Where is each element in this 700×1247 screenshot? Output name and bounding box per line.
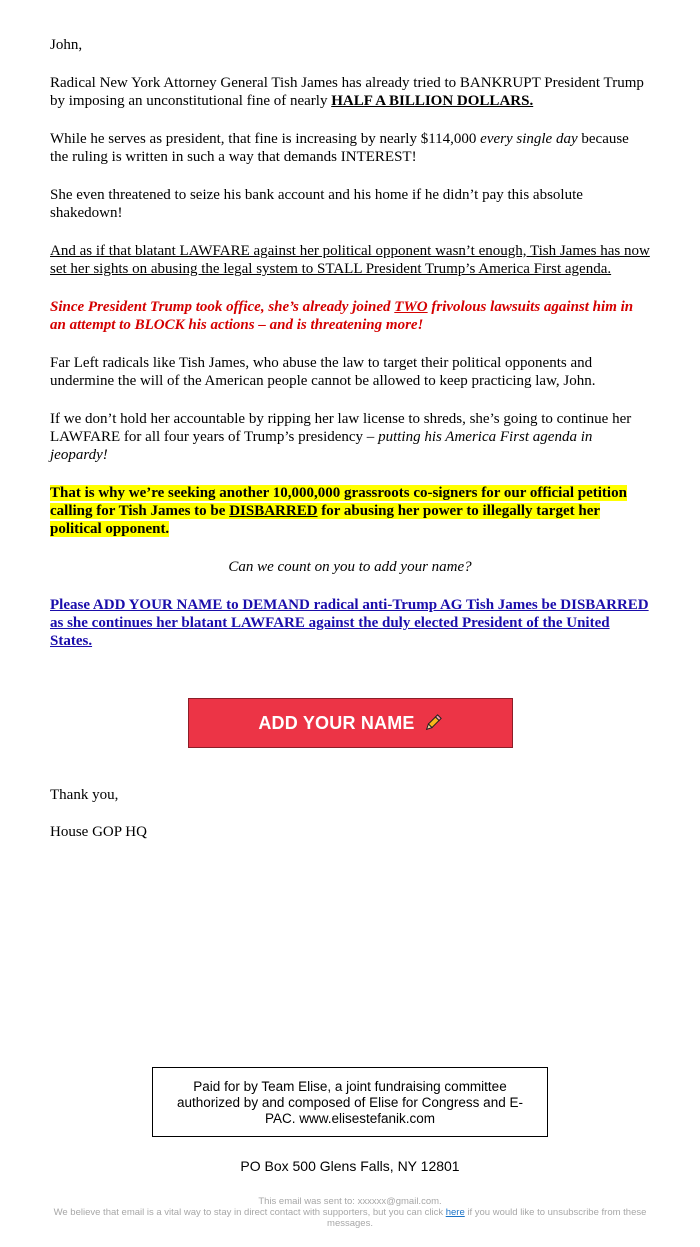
paragraph-lawsuits-text-end: frivolous lawsuits against him in an attempt to BLOCK his actions – and is threatening more! — [50, 299, 634, 333]
mailing-address: PO Box 500 Glens Falls, NY 12801 — [240, 1158, 460, 1174]
signature-text: House GOP HQ — [50, 824, 147, 840]
unsubscribe-text-end: if you would like to unsubscribe from these messages. — [327, 1207, 647, 1229]
every-single-day-emphasis: every single day — [480, 131, 578, 147]
sent-to-text: This email was sent to: xxxxxx@gmail.com. — [258, 1196, 442, 1207]
disbarred-emphasis: DISBARRED — [229, 503, 318, 519]
paragraph-radicals: Far Left radicals like Tish James, who abuse the law to target their political opponents and undermine the will of the American people cannot be allowed to keep practicing law, John. — [50, 355, 596, 389]
paragraph-accountable-text: If we don’t hold her accountable by ripping her law license to shreds, she’s going to continue her LAWFARE for all four years of Trump’s presidency – — [50, 411, 632, 445]
greeting: John, — [50, 37, 83, 53]
paragraph-fine-text: Radical New York Attorney General Tish James has already tried to BANKRUPT President Trump by imposing an unconstitutional fine of nearly — [50, 75, 644, 109]
cta-paragraph — [50, 596, 650, 650]
add-name-link[interactable]: Please ADD YOUR NAME to DEMAND radical anti-Trump AG Tish James be DISBARRED as she continues her blatant LAWFARE against the duly elected President of the United States. — [50, 597, 649, 649]
half-billion-emphasis: HALF A BILLION DOLLARS. — [331, 93, 534, 109]
paid-for-disclaimer: Paid for by Team Elise, a joint fundraising committee authorized by and composed of Elise for Congress and E-PAC. www.elisestefanik.com — [152, 1067, 548, 1137]
two-emphasis: TWO — [394, 299, 428, 315]
unsubscribe-text-start: We believe that email is a vital way to stay in direct contact with supporters, but you can click — [53, 1207, 446, 1218]
paragraph-accountable — [50, 410, 650, 464]
paragraph-interest-text: While he serves as president, that fine is increasing by nearly $114,000 — [50, 131, 481, 147]
paragraph-interest-text-end: because the ruling is written in such a way that demands INTEREST! — [50, 131, 629, 165]
unsubscribe-text — [40, 1207, 660, 1229]
paragraph-petition — [50, 484, 650, 538]
question-text: Can we count on you to add your name? — [228, 559, 472, 575]
closing-text: Thank you, — [50, 787, 119, 803]
unsubscribe-link[interactable]: here — [445, 1207, 465, 1218]
paragraph-lawfare: And as if that blatant LAWFARE against her political opponent wasn’t enough, Tish James has now set her sights on abusing the legal system to STALL President Trump’s America First agenda. — [50, 243, 650, 277]
paragraph-interest — [50, 130, 650, 166]
paragraph-petition-text: That is why we’re seeking another 10,000,000 grassroots co-signers for our official petition calling for Tish James to be — [50, 485, 627, 519]
jeopardy-emphasis: putting his America First agenda in jeopardy! — [50, 429, 593, 463]
paragraph-shakedown: She even threatened to seize his bank account and his home if he didn’t pay this absolute shakedown! — [50, 187, 583, 221]
email-footer — [40, 1196, 660, 1229]
pencil-icon — [423, 713, 443, 733]
paragraph-fine — [50, 74, 650, 110]
add-your-name-label: ADD YOUR NAME — [258, 712, 415, 733]
paragraph-petition-text-end: for abusing her power to illegally target her political opponent. — [50, 503, 600, 537]
paragraph-lawsuits-text: Since President Trump took office, she’s already joined — [50, 299, 395, 315]
add-your-name-button[interactable] — [188, 698, 513, 748]
paragraph-lawsuits — [50, 298, 650, 334]
email-body — [50, 36, 650, 670]
